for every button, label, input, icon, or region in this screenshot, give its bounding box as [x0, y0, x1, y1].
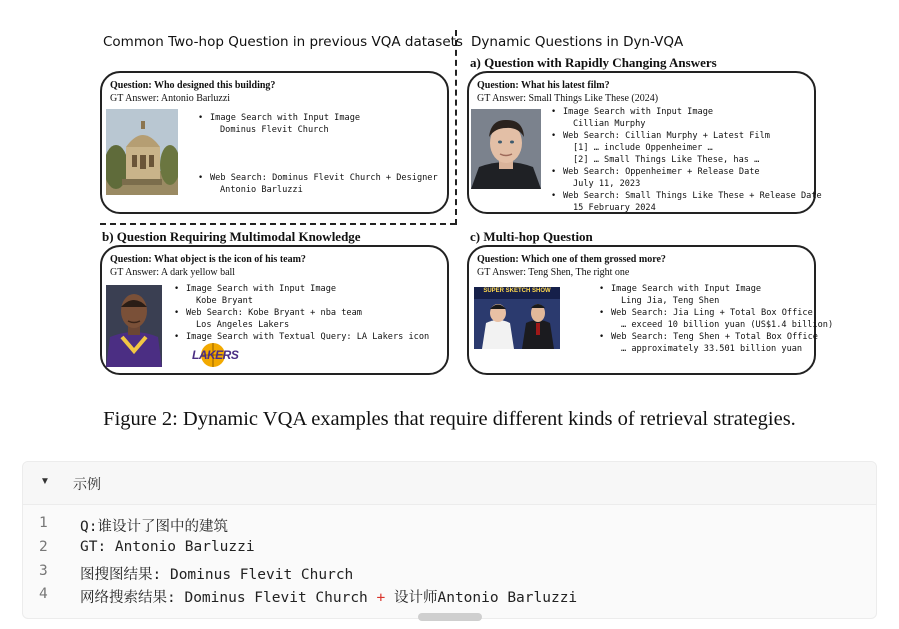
step-item: • Web Search: Cillian Murphy + Latest Film	[549, 130, 822, 142]
step-result: … approximately 33.501 billion yuan	[621, 344, 803, 354]
section-b-title: b) Question Requiring Multimodal Knowledge	[102, 229, 361, 244]
gt-answer-text: GT Answer: Small Things Like These (2024)	[477, 93, 659, 104]
example-b-box	[100, 245, 449, 375]
collapse-chevron-icon[interactable]: ▼	[40, 476, 50, 487]
line-content	[80, 586, 577, 607]
horizontal-scrollbar[interactable]	[418, 613, 482, 621]
retrieval-steps	[172, 283, 429, 343]
line-number: 1	[39, 515, 48, 531]
step-item: • Image Search with Input Image	[196, 112, 360, 124]
step-item: • Web Search: Small Things Like These + Release Date	[549, 190, 822, 202]
two-persons-stage-image	[474, 287, 560, 349]
gt-answer-text: GT Answer: Teng Shen, The right one	[477, 267, 630, 278]
line-content: Q:谁设计了图中的建筑	[80, 519, 228, 535]
line-number: 4	[39, 586, 48, 602]
lakers-logo-text: LAKERS	[192, 348, 239, 362]
gt-answer-text: GT Answer: Antonio Barluzzi	[110, 93, 231, 104]
stage-banner-text: SUPER SKETCH SHOW	[483, 288, 551, 294]
line-number: 2	[39, 539, 48, 555]
step-result: Los Angeles Lakers	[196, 320, 290, 330]
step-result: [2] … Small Things Like These, has …	[573, 155, 760, 165]
step-item: • Web Search: Dominus Flevit Church + Designer	[196, 172, 438, 184]
step-item: • Web Search: Oppenheimer + Release Date	[549, 166, 822, 178]
step-item: • Image Search with Textual Query: LA Lakers icon	[172, 331, 429, 343]
step-item: • Web Search: Jia Ling + Total Box Office	[597, 307, 833, 319]
common-example-box	[100, 71, 449, 214]
plus-operator: +	[376, 590, 386, 606]
line-content-part: 设计师Antonio Barluzzi	[385, 590, 578, 606]
step-result: 15 February 2024	[573, 203, 656, 213]
left-column-title: Common Two-hop Question in previous VQA datasets	[103, 34, 463, 50]
code-block-header[interactable]	[23, 462, 876, 505]
question-text: Question: What object is the icon of his team?	[110, 254, 306, 265]
step-result: [1] … include Oppenheimer …	[573, 143, 713, 153]
line-content: 图搜图结果: Dominus Flevit Church	[80, 567, 354, 583]
example-c-box	[467, 245, 834, 375]
question-text: Question: Which one of them grossed more?	[477, 254, 666, 265]
step-item: • Web Search: Kobe Bryant + nba team	[172, 307, 429, 319]
actor-portrait-image	[471, 109, 541, 189]
line-number: 3	[39, 563, 48, 579]
step-item: • Image Search with Input Image	[597, 283, 833, 295]
question-text: Question: What his latest film?	[477, 80, 610, 91]
section-c-title: c) Multi-hop Question	[470, 229, 593, 244]
line-content: GT: Antonio Barluzzi	[80, 539, 255, 555]
section-a-title: a) Question with Rapidly Changing Answers	[470, 55, 717, 70]
step-result: Ling Jia, Teng Shen	[621, 296, 720, 306]
example-a-box	[467, 71, 822, 214]
step-item: • Image Search with Input Image	[549, 106, 822, 118]
step-item: • Image Search with Input Image	[172, 283, 429, 295]
vertical-dashed-divider	[455, 30, 457, 225]
retrieval-steps	[549, 106, 822, 214]
code-block-title: 示例	[73, 477, 101, 493]
line-content-part: 网络搜索结果: Dominus Flevit Church	[80, 590, 377, 606]
retrieval-steps	[597, 283, 833, 355]
step-result: Kobe Bryant	[196, 296, 253, 306]
player-portrait-image	[106, 285, 162, 367]
gt-answer-text: GT Answer: A dark yellow ball	[110, 267, 236, 278]
step-result: July 11, 2023	[573, 179, 641, 189]
code-block	[22, 461, 877, 619]
step-result: … exceed 10 billion yuan (US$1.4 billion)	[621, 320, 834, 330]
retrieval-steps	[196, 172, 438, 196]
retrieval-steps	[196, 112, 360, 136]
step-item: • Web Search: Teng Shen + Total Box Office	[597, 331, 833, 343]
step-result: Cillian Murphy	[573, 119, 646, 129]
figure-caption: Figure 2: Dynamic VQA examples that require different kinds of retrieval strategies.	[103, 408, 796, 430]
lakers-logo	[190, 341, 239, 369]
question-text: Question: Who designed this building?	[110, 80, 276, 91]
step-result: Antonio Barluzzi	[220, 185, 303, 195]
horizontal-dashed-divider	[100, 223, 456, 225]
right-column-title: Dynamic Questions in Dyn-VQA	[471, 34, 684, 50]
step-result: Dominus Flevit Church	[220, 125, 329, 135]
church-building-image	[106, 109, 178, 195]
